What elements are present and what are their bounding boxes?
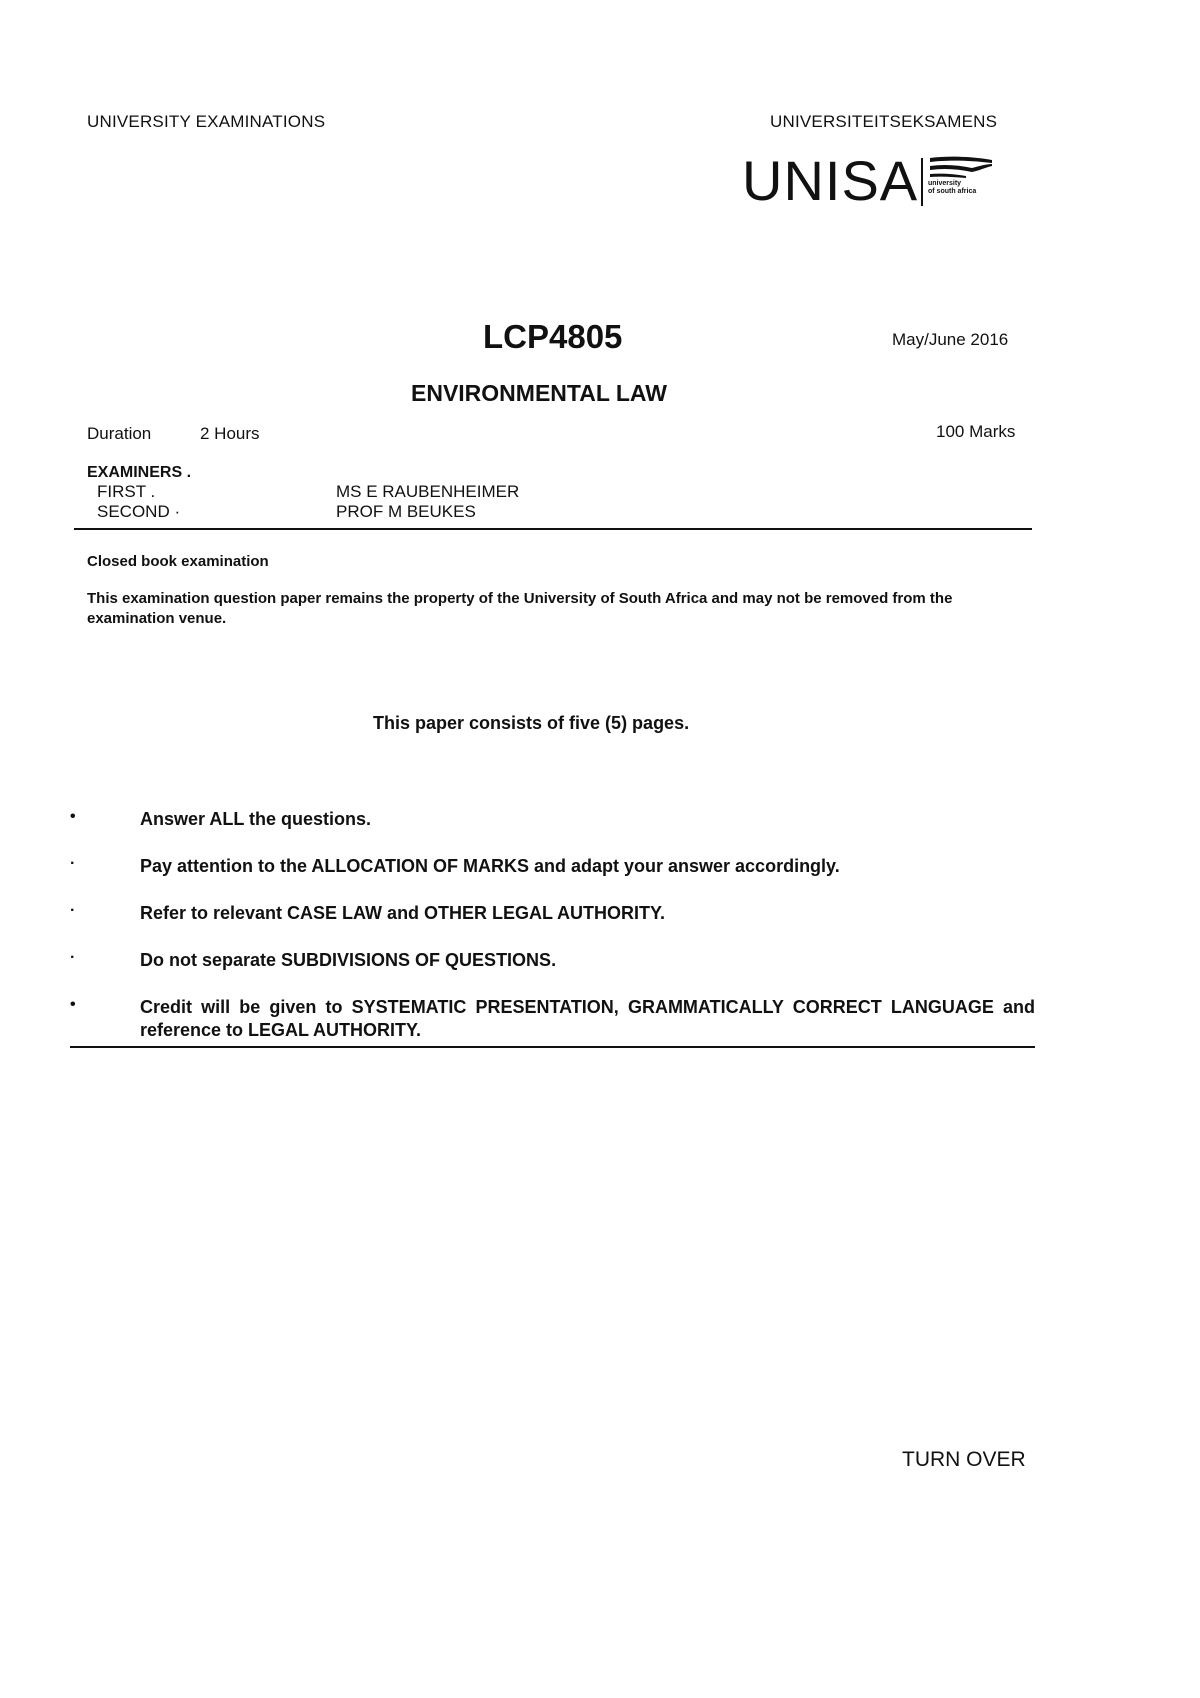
page-count-note: This paper consists of five (5) pages.	[373, 713, 690, 733]
logo-divider	[921, 158, 923, 206]
turn-over-note: TURN OVER	[902, 1448, 1026, 1471]
course-code: LCP4805	[483, 318, 623, 355]
header-universiteitseksamens: UNIVERSITEITSEKSAMENS	[770, 112, 998, 131]
second-examiner-name: PROF M BEUKES	[336, 502, 476, 521]
instruction-item	[70, 902, 1035, 926]
header-divider	[74, 528, 1032, 530]
instructions-divider	[70, 1046, 1035, 1048]
bullet-icon: ·	[70, 855, 76, 872]
instruction-item	[70, 855, 1035, 879]
property-notice: This examination question paper remains the property of the University of South Africa and may not be removed from the examination venue.	[87, 590, 953, 627]
closed-book-note: Closed book examination	[87, 553, 269, 570]
duration-value: 2 Hours	[200, 424, 260, 443]
logo-subtext	[928, 180, 976, 196]
course-title: ENVIRONMENTAL LAW	[411, 380, 667, 406]
bullet-icon: ·	[70, 902, 76, 919]
logo-subtext-line2: of south africa	[928, 188, 977, 195]
instruction-text: Credit will be given to SYSTEMATIC PRESENTATION, GRAMMATICALLY CORRECT LANGUAGE and reference to LEGAL AUTHORITY.	[140, 997, 1035, 1040]
bullet-icon: •	[70, 996, 76, 1013]
instruction-text: Do not separate SUBDIVISIONS OF QUESTIONS.	[140, 950, 557, 970]
bullet-icon: ·	[70, 949, 76, 966]
duration-label: Duration	[87, 424, 152, 443]
unisa-logo	[742, 150, 1012, 212]
instruction-item	[70, 949, 1035, 973]
logo-swoosh-icon	[928, 154, 994, 180]
exam-date: May/June 2016	[892, 330, 1009, 349]
second-examiner-label: SECOND ·	[97, 502, 181, 521]
instruction-item	[70, 808, 1035, 832]
header-university-examinations: UNIVERSITY EXAMINATIONS	[87, 112, 326, 131]
first-examiner-label: FIRST .	[97, 482, 156, 501]
examiners-heading: EXAMINERS .	[87, 464, 192, 481]
instruction-text: Pay attention to the ALLOCATION OF MARKS and adapt your answer accordingly.	[140, 856, 840, 876]
instruction-text: Refer to relevant CASE LAW and OTHER LEGAL AUTHORITY.	[140, 903, 666, 923]
logo-subtext-line1: university	[928, 180, 962, 187]
instructions-list	[70, 808, 1035, 1065]
instruction-item	[70, 996, 1035, 1042]
bullet-icon: •	[70, 808, 76, 825]
total-marks: 100 Marks	[936, 422, 1016, 441]
first-examiner-name: MS E RAUBENHEIMER	[336, 482, 520, 501]
logo-wordmark: UNISA	[742, 149, 919, 212]
instruction-text: Answer ALL the questions.	[140, 809, 372, 829]
